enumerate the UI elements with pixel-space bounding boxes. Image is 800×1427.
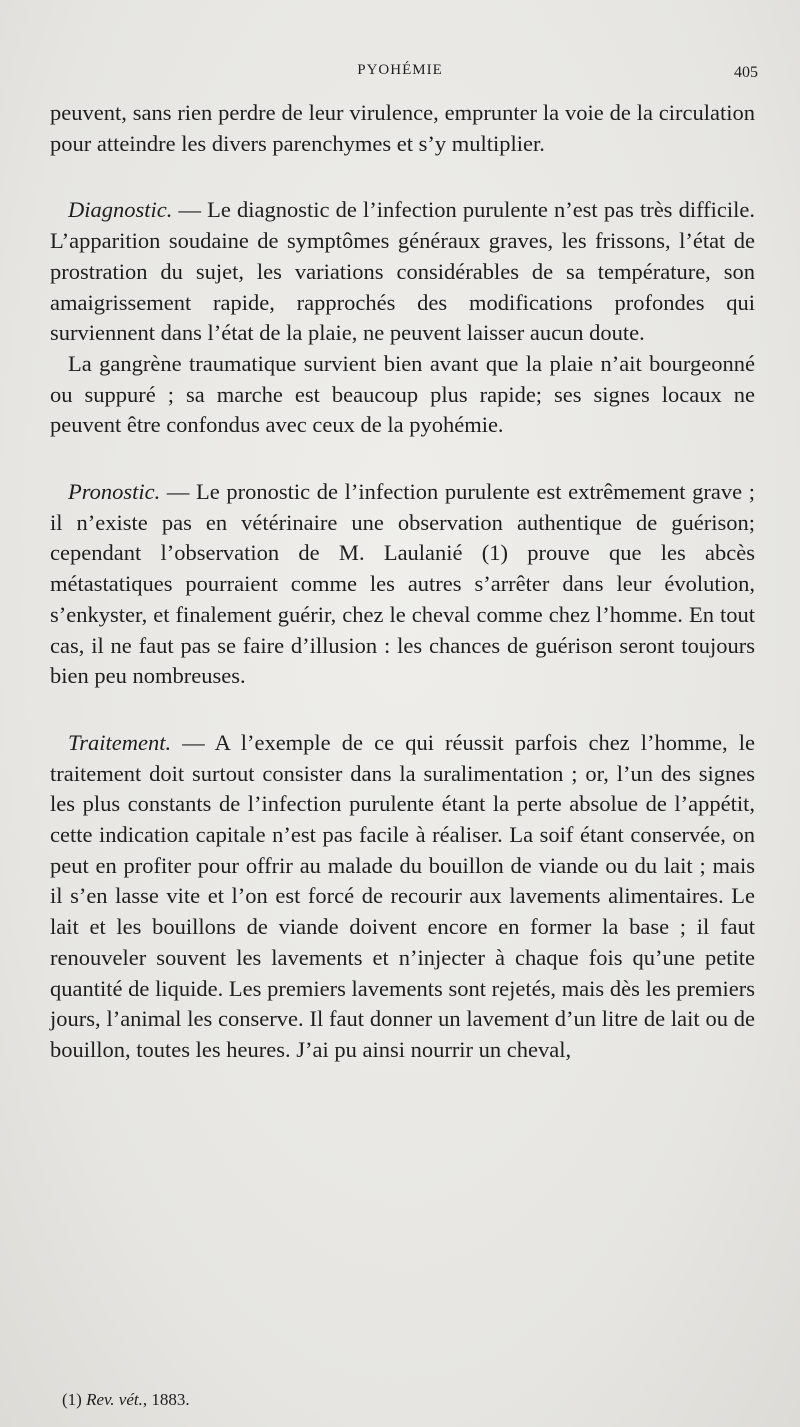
paragraph-diagnostic-text: — Le diagnostic de l’infection purulente n’est pas très difficile. L’apparition soudaine de symptômes généraux graves, les frissons, l’état de prostration du sujet, les variations considérables de sa température, son amaigrissement rapide, rapprochés des modifications profondes qui surviennent dans l’état de la plaie, ne peuvent laisser aucun doute. bbox=[50, 197, 755, 346]
paragraph-pronostic-text: — Le pronostic de l’infection purulente est extrêmement grave ; il n’existe pas en vétérinaire une observation authentique de guérison; cependant l’observation de M. Laulanié (1) prouve que les abcès métastatiques pourraient comme les autres s’arrêter dans leur évolution, s’enkyster, et finalement guérir, chez le cheval comme chez l’homme. En tout cas, il ne faut pas se faire d’illusion : les chances de guérison seront toujours bien peu nombreuses. bbox=[50, 479, 755, 689]
paragraph-diagnostic bbox=[50, 195, 755, 349]
footnote-marker: (1) bbox=[62, 1390, 87, 1409]
paragraph-pronostic bbox=[50, 477, 755, 692]
running-title: PYOHÉMIE bbox=[357, 62, 443, 78]
paragraph-traitement-text: — A l’exemple de ce qui réussit parfois chez l’homme, le traitement doit surtout consister dans la suralimentation ; or, l’un des signes les plus constants de l’infection purulente étant la perte absolue de l’appétit, cette indication capitale n’est pas facile à réaliser. La soif étant conservée, on peut en profiter pour offrir au malade du bouillon de viande ou du lait ; mais il s’en lasse vite et l’on est forcé de recourir aux lavements alimentaires. Le lait et les bouillons de viande doivent encore en former la base ; il faut renouveler souvent les lavements et n’injecter à chaque fois qu’une petite quantité de liquide. Les premiers lavements sont rejetés, mais dès les premiers jours, l’animal les conserve. Il faut donner un lavement d’un litre de lait ou de bouillon, toutes les heures. J’ai pu ainsi nourrir un cheval, bbox=[50, 729, 755, 1062]
paragraph-continuation: peuvent, sans rien perdre de leur virulence, emprunter la voie de la circulation pour atteindre les divers parenchymes et s’y multiplier. bbox=[50, 100, 755, 156]
footnote bbox=[62, 1390, 190, 1410]
footnote-source: Rev. vét. bbox=[86, 1390, 143, 1409]
section-gap bbox=[50, 159, 755, 195]
section-gap bbox=[50, 441, 755, 477]
section-term-pronostic: Pronostic. bbox=[68, 479, 161, 505]
paragraph-gangrene: La gangrène traumatique survient bien avant que la plaie n’ait bourgeonné ou suppuré ; sa marche est beaucoup plus rapide; ses signes locaux ne peuvent être confondus avec ceux de la pyohémie. bbox=[50, 350, 755, 438]
running-head bbox=[0, 62, 800, 88]
text-body bbox=[50, 98, 755, 1066]
paragraph-traitement bbox=[50, 728, 755, 1066]
footnote-year: , 1883. bbox=[142, 1390, 190, 1409]
section-term-traitement: Traitement. bbox=[68, 729, 172, 755]
page-number: 405 bbox=[734, 64, 758, 81]
section-gap bbox=[50, 692, 755, 728]
section-term-diagnostic: Diagnostic. bbox=[68, 197, 173, 223]
